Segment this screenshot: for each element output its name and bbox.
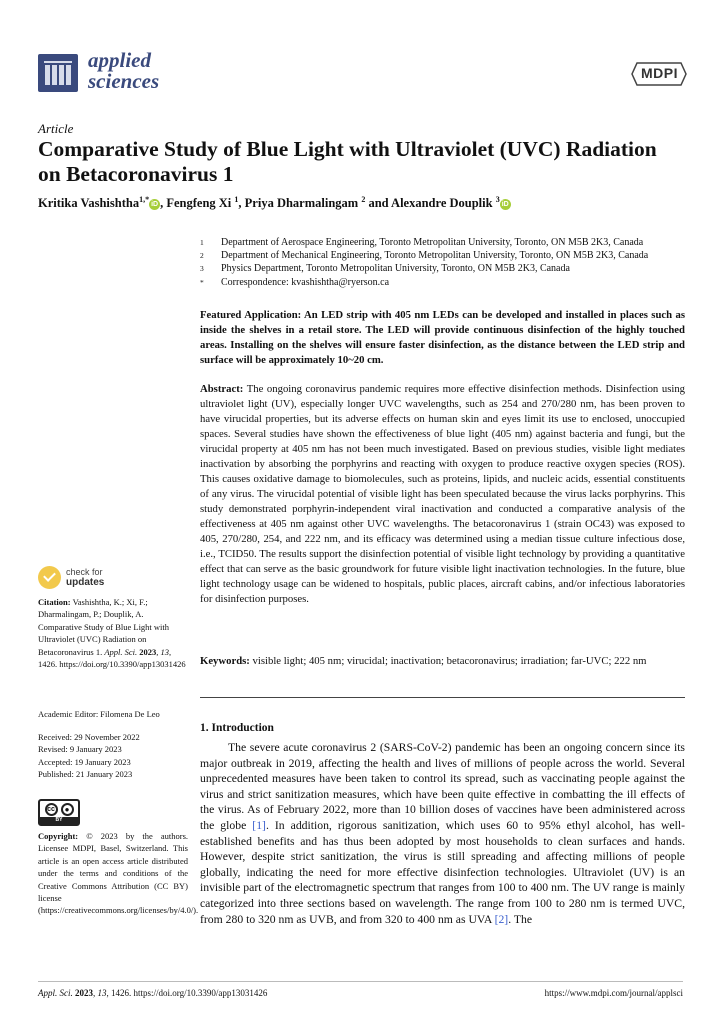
abstract: Abstract: The ongoing coronavirus pandemic requires more effective disinfection methods. Disinfection using ultraviolet light (UV), especially longer UVC wavelengths, such as 254 and 270/280 nm, has been proven to have virucidal properties, but its adverse effects on human skin and eyes limit its use to enclosed, unoccupied spaces. Several studies have shown the effectiveness of blue light (405 nm) against bacteria and fungi, but the virucidal property at 405 nm has not been much investigated. Based on previous studies, visible light mediates inactivation by absorbing the porphyrins and reacting with oxygen to produce reactive oxygen species (ROS). This causes oxidative damage to biomolecules, such as proteins, lipids, and nucleic acids, essential constituents of any virus. The virucidal potential of visible light has been speculated because the virus lacks porphyrins. This study demonstrated porphyrin-independent viral inactivation and conducted a comparative analysis of the effectiveness at 405 nm against other UVC wavelengths. The betacoronavirus 1 (strain OC43) was exposed to 405, 270/280, 254, and 222 nm, and its efficacy was determined using a median tissue culture infectious dose, i.e., TCID50. The results support the disinfection potential of visible light technology by providing a quantitative effect that can serve as the basic groundwork for future visible light inactivation technologies. In the future, blue light technology usage can be widened to hospitals, public places, aircraft cabins, and/or infectious laboratories for disinfection purposes. xyxy=(200,383,686,605)
article-type: Article xyxy=(38,121,74,136)
divider xyxy=(200,697,685,698)
abstract-label: Abstract: xyxy=(200,383,244,395)
section-heading: 1. Introduction xyxy=(200,722,274,734)
affiliation-row: 2 Department of Mechanical Engineering, Toronto Metropolitan University, Toronto, ON M5B 2K3, Canada xyxy=(200,250,649,262)
footer-divider xyxy=(38,981,683,982)
affiliation-row: 3 Physics Department, Toronto Metropolitan University, Toronto, ON M5B 2K3, Canada xyxy=(200,263,570,275)
affiliation-row: 1 Department of Aerospace Engineering, Toronto Metropolitan University, Toronto, ON M5B 2K3, Canada xyxy=(200,237,644,248)
orcid-icon[interactable]: iD xyxy=(501,201,509,209)
check-for-updates-button[interactable]: check for updates xyxy=(38,565,158,591)
affiliations xyxy=(200,236,648,289)
academic-editor: Academic Editor: Filomena De Leo xyxy=(38,709,160,719)
footer-citation: Appl. Sci. 2023, 13, 1426. https://doi.org/10.3390/app13031426 xyxy=(38,988,268,998)
reference-link[interactable]: [2] xyxy=(494,912,509,926)
reference-link[interactable]: [1] xyxy=(252,818,266,832)
author-name[interactable]: Priya Dharmalingam xyxy=(244,196,359,211)
journal-logo-icon xyxy=(38,54,78,92)
received-date: Received: 29 November 2022 xyxy=(38,732,140,742)
featured-application: Featured Application: An LED strip with 405 nm LEDs can be developed and installed in places such as inside the shelves in a retail store. The LED will provide continuous disinfection of the highly touched areas. Installing on the shelves will ensure faster disinfection, as the distance between the LED strip and surface will be approximately 10~20 cm. xyxy=(200,309,685,366)
publication-dates xyxy=(38,731,188,781)
copyright: Copyright: © 2023 by the authors. Licensee MDPI, Basel, Switzerland. This article is an open access article distributed under the terms and conditions of the Creative Commons Attribution (CC BY) license (https://creativecommons.org/licenses/by/4.0/). xyxy=(38,831,199,916)
orcid-icon[interactable]: iD xyxy=(151,201,159,209)
footer-journal-url[interactable]: https://www.mdpi.com/journal/applsci xyxy=(544,988,683,998)
revised-date: Revised: 9 January 2023 xyxy=(38,744,122,755)
cc-by-license-icon[interactable]: cc ● BY xyxy=(38,799,80,826)
journal-name: applied sciences xyxy=(88,48,160,93)
publisher-logo: MDPI xyxy=(631,62,687,86)
keywords: Keywords: visible light; 405 nm; virucidal; inactivation; betacoronavirus; irradiation; far-UVC; 222 nm xyxy=(200,655,647,667)
author-name[interactable]: Alexandre Douplik xyxy=(391,196,493,211)
published-date: Published: 21 January 2023 xyxy=(38,769,133,780)
author-list: Kritika Vashishtha$^{1,*}$iD , Fengfeng Xi $^1$, Priya Dharmalingam $^2$ and Alexandre Douplik $^3$iD xyxy=(38,195,509,211)
introduction-paragraph: The severe acute coronavirus 2 (SARS-CoV-2) pandemic has been an ongoing concern since its major outbreak in 2019, affecting the health and lives of millions of people across the world. Several unprecedented measures have been taken to control its spread, such as vaccinating people against the virus and strict sanitization measures, which have been quite effective in combatting the ill effects of the virus. As of February 2022, more than 10 billion doses of vaccines have been administered across the globe [1]. In addition, rigorous sanitization, which uses 60 to 95% ethyl alcohol, has well-established benefits and has thus been adopted by most households to clean surfaces and hands. However, despite strict sanitization, the virus is still spreading and affecting millions of people globally, indicating the need for more effective disinfection technologies. Ultraviolet (UV) is an invisible part of the electromagnetic spectrum that ranges from 100 to 400 nm. The UV range is mainly categorized into three sections based on wavelength. The range from 100 to 280 nm is termed UVC, from 280 to 320 nm as UVB, and from 320 to 400 nm as UVA [2]. The xyxy=(200,741,685,926)
keywords-label: Keywords: xyxy=(200,655,250,667)
citation: Citation: Vashishtha, K.; Xi, F.; Dharmalingam, P.; Douplik, A. Comparative Study of Blue Light with Ultraviolet (UVC) Radiation on Betacoronavirus 1. Appl. Sci. 2023, 13, 1426. https://doi.org/10.3390/app13031426 xyxy=(38,597,186,670)
correspondence-row: * Correspondence: kvashishtha@ryerson.ca xyxy=(200,276,390,288)
article-title: Comparative Study of Blue Light with Ultraviolet (UVC) Radiation on Betacoronavirus 1 xyxy=(38,137,657,186)
accepted-date: Accepted: 19 January 2023 xyxy=(38,756,131,767)
check-icon xyxy=(38,566,61,589)
author-name[interactable]: Kritika Vashishtha xyxy=(38,196,140,211)
author-name[interactable]: Fengfeng Xi xyxy=(166,196,232,211)
